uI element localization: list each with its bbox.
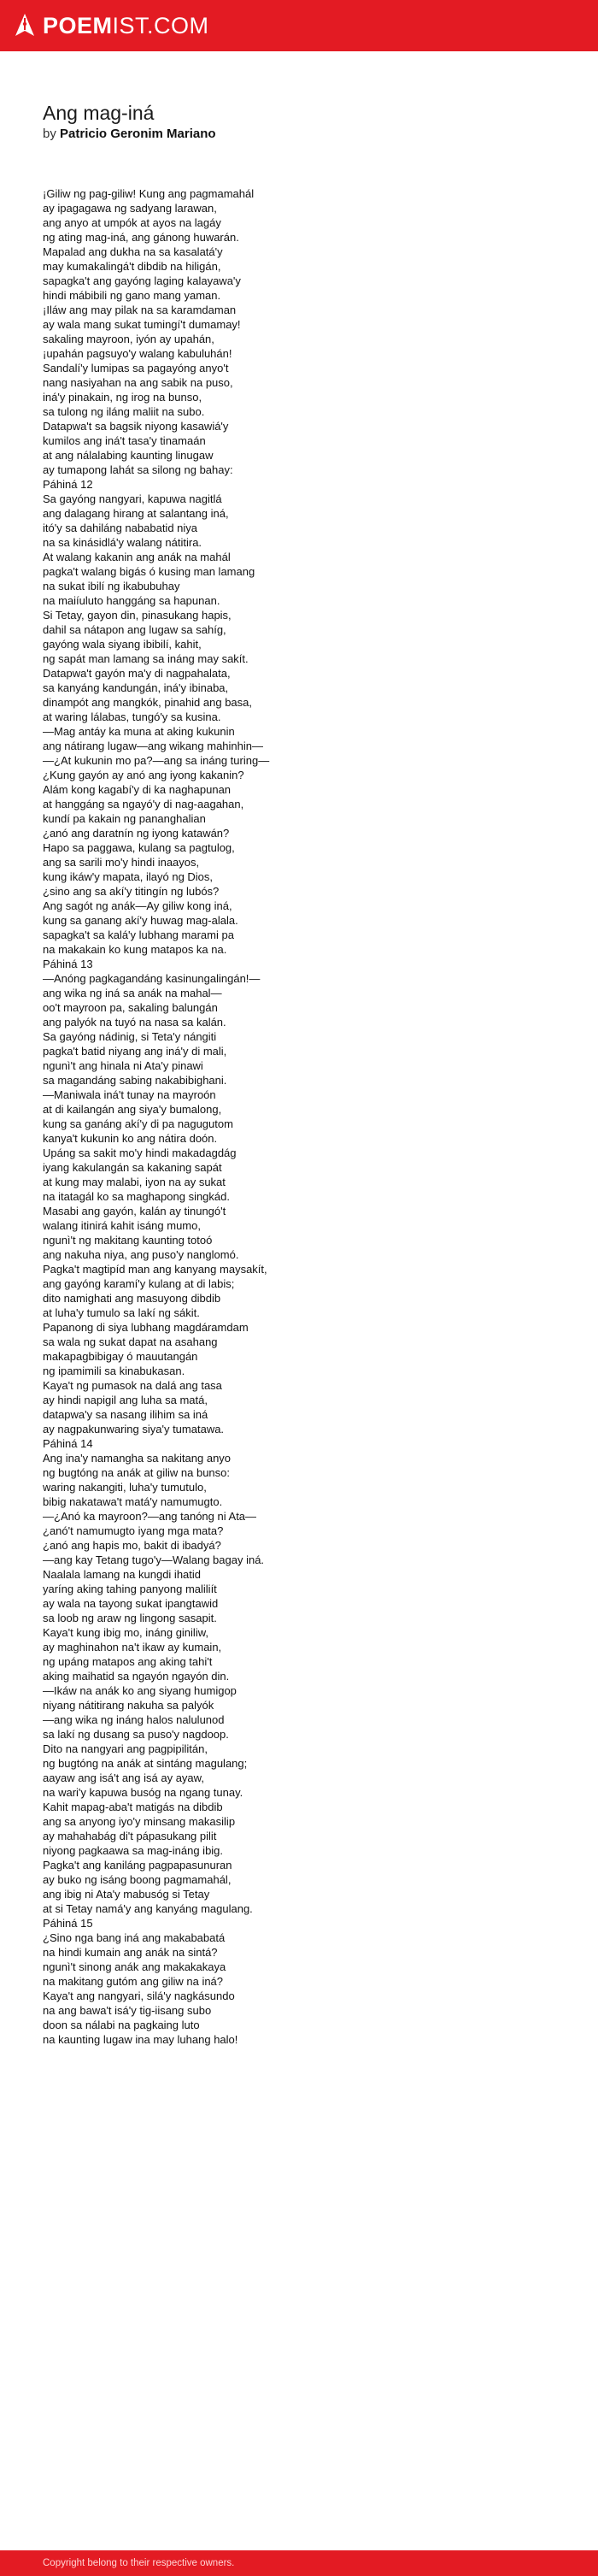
site-logo[interactable] xyxy=(14,13,209,38)
poem-body: ¡Giliw ng pag-giliw! Kung ang pagmamahál ay ipagagawa ng sadyang larawan, ang anyo at umpók at ayos na lagáy ng ating mag-iná, ang gánong huwarán. Mapalad ang dukha na sa kasalatá'y may kumakalingá't dibdib na hiligán, sapagka't ang gayóng laging kalayawa'y hindi mábibili ng gano mang yaman. ¡Iláw ang may pilak na sa karamdaman ay wala mang sukat tumingí't dumamay! sakaling mayroon, iyón ay upahán, ¡upahán pagsuyo'y walang kabuluhán! Sandalí'y lumipas sa pagayóng anyo't nang nasiyahan na ang sabik na puso, iná'y pinakain, ng irog na bunso, sa tulong ng iláng maliit na subo. Datapwa't sa bagsik niyong kasawiá'y kumilos ang iná't tasa'y tinamaán at ang nálalabing kaunting linugaw ay tumapong lahát sa silong ng bahay: Páhiná 12 Sa gayóng nangyari, kapuwa nagitlá ang dalagang hirang at salantang iná, itó'y sa dahiláng nababatid niya na sa kinásidlá'y walang nátitira. At walang kakanin ang anák na mahál pagka't walang bigás ó kusing man lamang na sukat ibilí ng ikabubuhay na maiíuluto hanggáng sa hapunan. Si Tetay, gayon din, pinasukang hapis, dahil sa nátapon ang lugaw sa sahíg, gayóng wala siyang ibibilí, kahit, ng sapát man lamang sa ináng may sakít. Datapwa't gayón ma'y di nagpahalata, sa kanyáng kandungán, iná'y ibinaba, dinampót ang mangkók, pinahid ang basa, at waring lálabas, tungó'y sa kusina. —Mag antáy ka muna at aking kukunin ang nátirang lugaw—ang wikang mahinhin— —¿At kukunin mo pa?—ang sa ináng turing— ¿Kung gayón ay anó ang iyong kakanin? Alám kong kagabí'y di ka naghapunan at hanggáng sa ngayó'y di nag-aagahan, kundí pa kakain ng pananghalian ¿anó ang daratnín ng iyong katawán? Hapo sa paggawa, kulang sa pagtulog, ang sa sarili mo'y hindi inaayos, kung ikáw'y mapata, ilayó ng Dios, ¿sino ang sa akí'y titingín ng lubós? Ang sagót ng anák—Ay giliw kong iná, kung sa ganang akí'y huwag mag-alala. sapagka't sa kalá'y lubhang marami pa na makakain ko kung matapos ka na. Páhiná 13 —Anóng pagkagandáng kasinungalingán!— ang wika ng iná sa anák na mahal— oo't mayroon pa, sakaling balungán ang palyók na tuyó na nasa sa kalán. Sa gayóng nádinig, si Teta'y nángiti pagka't batid niyang ang iná'y di mali, ngunì't ang hinala ni Ata'y pinawi sa magandáng sabing nakabibighani. —Maniwala iná't tunay na mayroón at di kailangán ang siya'y bumalong, kung sa ganáng akí'y di pa nagugutom kanya't kukunin ko ang nátira doón. Upáng sa sakit mo'y hindi makadagdág iyang kakulangán sa kakaning sapát at kung may malabi, iyon na ay sukat na itatagál ko sa maghapong singkád. Masabi ang gayón, kalán ay tinungó't walang itinirá kahit isáng mumo, ngunì't ng makitang kaunting totoó ang nakuha niya, ang puso'y nanglomó. Pagka't magtipíd man ang kanyang maysakít, ang gayóng karamí'y kulang at di labis; dito namighati ang masuyong dibdib at luha'y tumulo sa lakí ng sákit. Papanong di siya lubhang magdáramdam sa wala ng sukat dapat na asahang makapagbibigay ó mauutangán ng ipamimili sa kinabukasan. Kaya't ng pumasok na dalá ang tasa ay hindi napigil ang luha sa matá, datapwa'y sa nasang ilihim sa iná ay nagpakunwaring siya'y tumatawa. Páhiná 14 Ang ina'y namangha sa nakitang anyo ng bugtóng na anák at giliw na bunso: waring nakangiti, luha'y tumutulo, bibig nakatawa't matá'y namumugto. —¿Anó ka mayroon?—ang tanóng ni Ata— ¿anó't namumugto iyang mga mata? ¿anó ang hapis mo, bakit di ibadyá? —ang kay Tetang tugo'y—Walang bagay iná. Naalala lamang na kungdi ihatid yaríng aking tahing panyong maliliít ay wala na tayong sukat ipangtawid sa loob ng araw ng lingong sasapit. Kaya't kung ibig mo, ináng giniliw, ay maghinahon na't ikaw ay kumain, ng upáng matapos ang aking tahi't aking maihatid sa ngayón ngayón din. —Ikáw na anák ko ang siyang humigop niyang nátitirang nakuha sa palyók —ang wika ng ináng halos nalulunod sa lakí ng dusang sa puso'y nagdoop. Dito na nangyari ang pagpipilitán, ng bugtóng na anák at sintáng magulang; aayaw ang isá't ang isá ay ayaw, na wari'y kapuwa busóg na ngang tunay. Kahit mapag-aba't matigás na dibdib ang sa anyong iyo'y minsang makasilip ay mahahabág di't pápasukang pilit niyong pagkaawa sa mag-ináng ibig. Pagka't ang kaniláng pagpapasunuran ay buko ng isáng boong pagmamahál, ang ibig ni Ata'y mabusóg si Tetay at si Tetay namá'y ang kanyáng magulang. Páhiná 15 ¿Sino nga bang iná ang makababatá na hindi kumain ang anák na sintá? ngunì't sinong anák ang makakakaya na makitang gutóm ang giliw na iná? Kaya't ang nangyari, silá'y nagkásundo na ang bawa't isá'y tig-iisang subo doon sa nálabi na pagkaing luto na kaunting lugaw ina may luhang halo! xyxy=(43,187,270,2046)
logo-text xyxy=(43,12,209,38)
site-header xyxy=(0,0,598,51)
logo-text-light: IST.COM xyxy=(112,12,209,38)
poem-title: Ang mag-iná xyxy=(43,102,155,124)
poem-byline xyxy=(43,126,555,142)
author-link[interactable]: Patricio Geronim Mariano xyxy=(60,127,216,141)
copyright-text: Copyright belong to their respective owners. xyxy=(43,2558,235,2568)
byline-prefix: by xyxy=(43,127,56,141)
site-footer xyxy=(0,2550,598,2576)
feather-pen-icon xyxy=(14,13,36,38)
logo-text-bold: POEM xyxy=(43,12,113,38)
poem-content xyxy=(0,51,598,2047)
